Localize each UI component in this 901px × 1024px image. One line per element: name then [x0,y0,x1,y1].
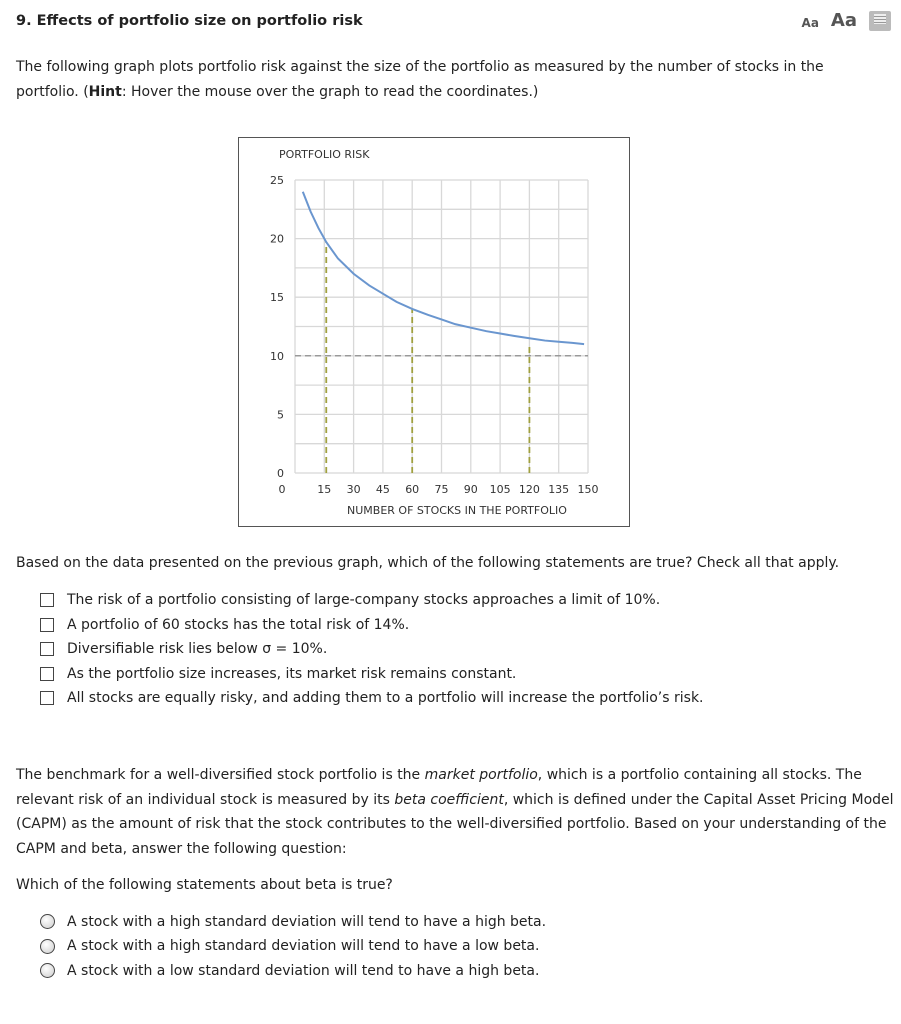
q2-option[interactable] [40,934,894,959]
x-tick-label: 75 [434,483,449,496]
option-label: A stock with a low standard deviation will tend to have a high beta. [67,962,540,979]
option-label: All stocks are equally risky, and adding them to a portfolio will increase the portfolio’s risk. [67,690,704,707]
question-title: 9. Effects of portfolio size on portfolio risk [16,13,363,29]
toolbar [802,10,891,31]
large-font-button[interactable]: Aa [830,10,857,31]
option-label: As the portfolio size increases, its market risk remains constant. [67,665,517,682]
small-font-button[interactable]: Aa [801,15,819,30]
option-label: Diversifiable risk lies below σ = 10%. [67,641,328,658]
x-tick-label: 45 [375,483,390,496]
y-tick-label: 20 [270,232,284,246]
radio-button[interactable] [40,939,55,954]
checkbox[interactable] [40,642,54,656]
x-tick-label: 150 [577,483,599,496]
x-tick-label: 30 [346,483,361,496]
y-tick-label: 5 [277,408,284,422]
chart-title: PORTFOLIO RISK [279,148,370,161]
q1-option[interactable] [40,588,704,613]
checkbox[interactable] [40,618,54,632]
q1-option[interactable] [40,613,704,638]
y-tick-label: 10 [270,349,284,363]
x-tick-label: 120 [518,483,540,496]
option-label: A portfolio of 60 stocks has the total risk of 14%. [67,616,410,633]
radio-button[interactable] [40,963,55,978]
x-tick-label: 135 [548,483,570,496]
q1-option[interactable] [40,662,704,687]
radio-button[interactable] [40,914,55,929]
capm-paragraph: The benchmark for a well-diversified stock portfolio is the market portfolio, which is a portfolio containing all stocks. The relevant risk of an individual stock is measured by its beta coefficient, which is defined under the Capital Asset Pricing Model (CAPM) as the amount of risk that the stock contributes to the well-diversified portfolio. Based on your understanding of the CAPM and beta, answer the following question: [16,767,894,857]
q1-options [40,588,704,711]
printer-icon[interactable] [869,11,891,31]
option-label: The risk of a portfolio consisting of large-company stocks approaches a limit of 10%. [67,592,661,609]
x-tick-label: 0 [278,483,286,496]
y-tick-label: 0 [277,467,284,480]
q2-prompt: Which of the following statements about beta is true? [16,877,393,893]
y-tick-label: 15 [270,291,284,305]
checkbox[interactable] [40,691,54,705]
x-axis-label: NUMBER OF STOCKS IN THE PORTFOLIO [347,504,567,517]
checkbox[interactable] [40,593,54,607]
option-label: A stock with a high standard deviation will tend to have a low beta. [67,938,540,955]
q2-option[interactable] [40,959,894,984]
intro-text: The following graph plots portfolio risk against the size of the portfolio as measured by the number of stocks in the portfolio. (Hint: Hover the mouse over the graph to read the coordinates.) [16,59,824,100]
portfolio-risk-chart[interactable] [238,137,630,527]
chart-svg [239,138,629,526]
lower-section [16,763,894,983]
q1-option[interactable] [40,686,704,711]
checkbox[interactable] [40,667,54,681]
option-label: A stock with a high standard deviation will tend to have a high beta. [67,913,547,930]
q2-option[interactable] [40,910,894,935]
x-tick-label: 15 [317,483,332,496]
y-tick-label: 25 [270,174,284,187]
q1-option[interactable] [40,637,704,662]
q2-options [40,910,894,984]
q1-prompt: Based on the data presented on the previous graph, which of the following statements are true? Check all that apply. [16,555,840,571]
x-tick-label: 60 [405,483,420,496]
x-tick-label: 90 [463,483,478,496]
x-tick-label: 105 [489,483,511,496]
